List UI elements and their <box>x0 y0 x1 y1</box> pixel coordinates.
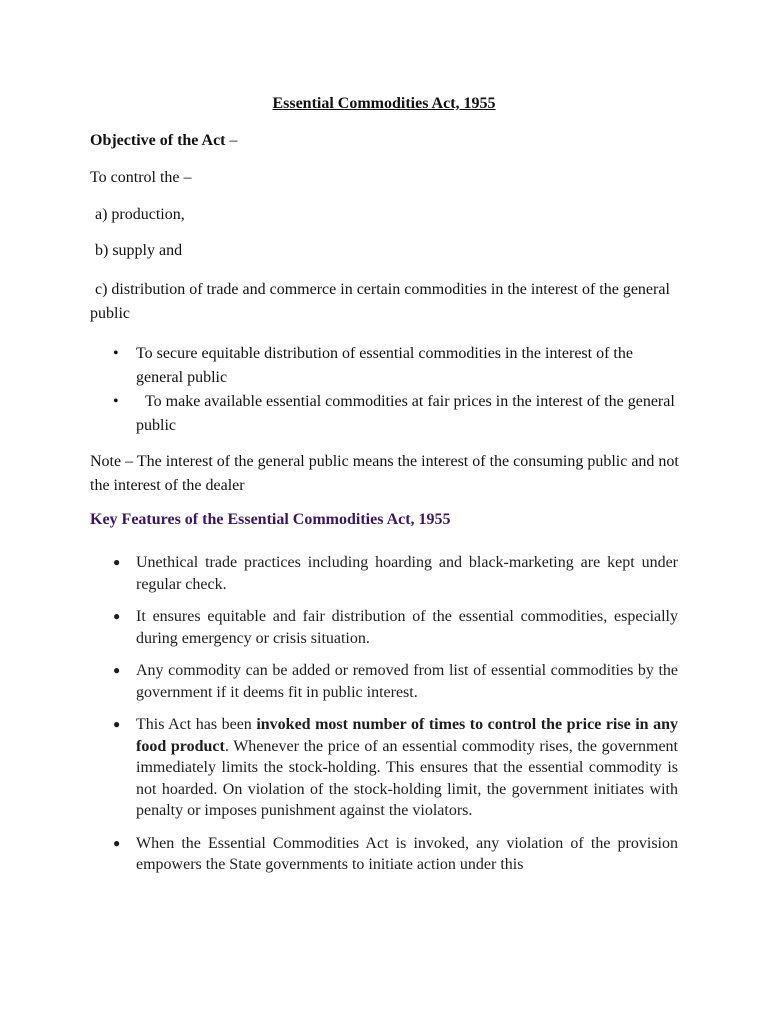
list-item <box>113 606 678 649</box>
list-item <box>113 390 678 438</box>
bullet-icon: • <box>113 345 119 362</box>
list-item <box>113 660 678 703</box>
feature-text: Any commodity can be added or removed from list of essential commodities by the government if it deems fit in public interest. <box>136 662 678 701</box>
bullet-icon: ● <box>113 609 121 623</box>
bullet-text: To secure equitable distribution of essential commodities in the interest of the general public <box>136 345 633 386</box>
objective-dash: – <box>225 132 238 149</box>
bullet-icon: ● <box>113 555 121 569</box>
document-title: Essential Commodities Act, 1955 <box>272 95 496 112</box>
objective-line <box>90 132 238 150</box>
bullet-icon: ● <box>113 717 121 731</box>
features-list <box>113 552 678 887</box>
list-item <box>113 714 678 822</box>
key-features-heading: Key Features of the Essential Commodities Act, 1955 <box>90 511 451 528</box>
bullet-icon: • <box>113 393 119 410</box>
item-a: a) production, <box>95 206 185 223</box>
objective-label: Objective of the Act <box>90 132 226 149</box>
bullet-text: To make available essential commodities at fair prices in the interest of the general public <box>136 393 675 434</box>
feature-text: It ensures equitable and fair distribution of the essential commodities, especially during emergency or crisis situation. <box>136 608 678 647</box>
bullet-icon: ● <box>113 835 121 850</box>
feature-text: Unethical trade practices including hoarding and black-marketing are kept under regular check. <box>136 554 678 593</box>
note-paragraph: Note – The interest of the general public means the interest of the consuming public and not the interest of the dealer <box>90 453 679 494</box>
control-intro: To control the – <box>90 169 192 186</box>
feature-text: When the Essential Commodities Act is invoked, any violation of the provision empowers the State governments to initiate action under this <box>136 834 678 873</box>
item-b: b) supply and <box>95 242 183 259</box>
item-c: c) distribution of trade and commerce in certain commodities in the interest of the general public <box>90 281 670 322</box>
feature-text-post: . Whenever the price of an essential commodity rises, the government immediately limits the stock-holding. This ensures that the essential commodity is not hoarded. On violation of the stock-holding limit, the government initiates with penalty or imposes punishment against the violators. <box>136 737 679 819</box>
list-item <box>113 833 678 876</box>
list-item <box>113 552 678 595</box>
list-item <box>113 342 678 390</box>
feature-text-pre: This Act has been <box>136 716 257 733</box>
objective-bullet-list <box>113 342 678 438</box>
feature-text-bold: invoked most number of times to control the price rise in any food product <box>136 716 678 755</box>
bullet-icon: ● <box>113 663 121 677</box>
